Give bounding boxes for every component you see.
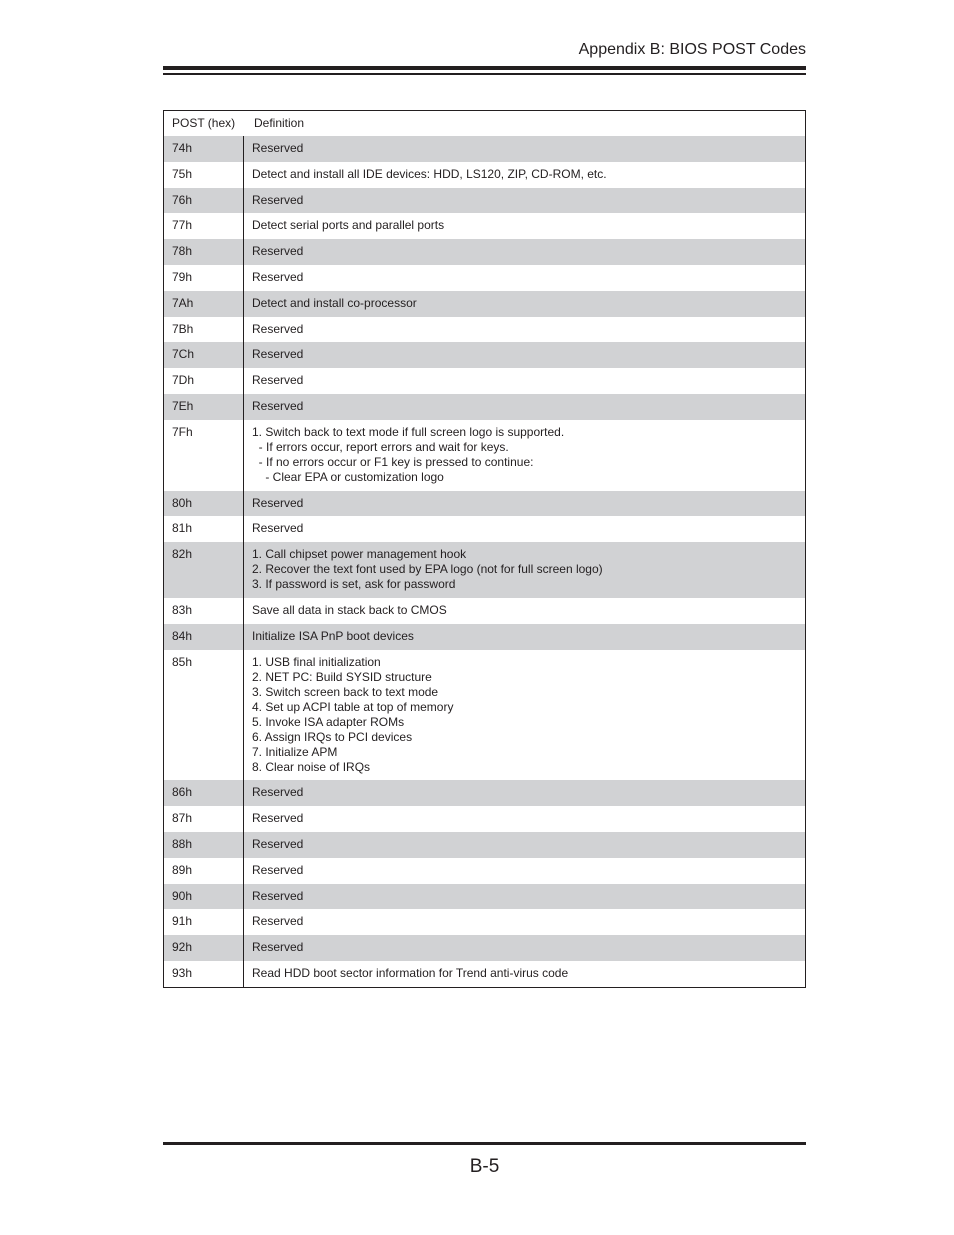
definition-line: 6. Assign IRQs to PCI devices (252, 729, 413, 744)
definition-line: 4. Set up ACPI table at top of memory (252, 699, 454, 714)
post-code-cell: 74h (164, 136, 244, 162)
table-row (164, 884, 805, 910)
header-rule-thick (163, 66, 806, 70)
table-row (164, 624, 805, 650)
definition-line: 8. Clear noise of IRQs (252, 759, 371, 774)
definition-cell (244, 935, 805, 961)
table-header-row (164, 111, 805, 136)
definition-line: - Clear EPA or customization logo (252, 469, 444, 484)
definition-line: 1. USB final initialization (252, 654, 381, 669)
post-code-cell: 7Ah (164, 291, 244, 317)
table-body (164, 136, 805, 987)
post-code-cell: 89h (164, 858, 244, 884)
post-code-cell: 88h (164, 832, 244, 858)
definition-line: Reserved (252, 914, 304, 929)
post-code-cell: 87h (164, 806, 244, 832)
table-row (164, 780, 805, 806)
definition-line: Reserved (252, 398, 304, 413)
definition-cell (244, 213, 805, 239)
definition-cell (244, 780, 805, 806)
definition-line: Detect and install co-processor (252, 295, 417, 310)
definition-line: Reserved (252, 321, 304, 336)
definition-cell (244, 909, 805, 935)
table-row (164, 317, 805, 343)
definition-line: 2. Recover the text font used by EPA logo (not for full screen logo) (252, 562, 603, 577)
table-row (164, 291, 805, 317)
definition-line: Reserved (252, 785, 304, 800)
definition-line: Initialize ISA PnP boot devices (252, 628, 414, 643)
table-row (164, 368, 805, 394)
table-row (164, 491, 805, 517)
definition-cell (244, 317, 805, 343)
table-row (164, 806, 805, 832)
table-row (164, 832, 805, 858)
page-number: B-5 (469, 1156, 500, 1177)
definition-line: 2. NET PC: Build SYSID structure (252, 669, 432, 684)
post-code-cell: 7Dh (164, 368, 244, 394)
table-row (164, 265, 805, 291)
post-code-cell: 7Bh (164, 317, 244, 343)
table-row (164, 650, 805, 781)
post-code-cell: 82h (164, 542, 244, 598)
table-row (164, 935, 805, 961)
definition-cell (244, 832, 805, 858)
definition-cell (244, 806, 805, 832)
definition-cell (244, 624, 805, 650)
definition-line: Reserved (252, 836, 304, 851)
definition-cell (244, 265, 805, 291)
definition-line: 1. Call chipset power management hook (252, 547, 467, 562)
definition-line: Reserved (252, 373, 304, 388)
definition-cell (244, 542, 805, 598)
column-header-post: POST (hex) (172, 116, 236, 130)
definition-line: Reserved (252, 495, 304, 510)
post-code-cell: 7Fh (164, 420, 244, 491)
definition-line: Detect serial ports and parallel ports (252, 218, 445, 233)
definition-line: 3. Switch screen back to text mode (252, 684, 439, 699)
footer-rule (163, 1142, 806, 1145)
post-code-cell: 81h (164, 516, 244, 542)
definition-line: Reserved (252, 244, 304, 259)
definition-line: 7. Initialize APM (252, 744, 338, 759)
header-rule-thin (163, 73, 806, 75)
post-code-cell: 93h (164, 961, 244, 987)
post-code-cell: 75h (164, 162, 244, 188)
definition-cell (244, 188, 805, 214)
post-code-cell: 83h (164, 598, 244, 624)
page-header-title: Appendix B: BIOS POST Codes (578, 41, 806, 58)
table-row (164, 188, 805, 214)
definition-line: - If no errors occur or F1 key is pressed to continue: (252, 454, 534, 469)
definition-cell (244, 136, 805, 162)
table-row (164, 136, 805, 162)
table-row (164, 961, 805, 987)
definition-line: Reserved (252, 347, 304, 362)
definition-cell (244, 239, 805, 265)
definition-cell (244, 858, 805, 884)
table-row (164, 858, 805, 884)
definition-line: 3. If password is set, ask for password (252, 577, 456, 592)
post-code-cell: 91h (164, 909, 244, 935)
post-code-cell: 85h (164, 650, 244, 781)
definition-line: Save all data in stack back to CMOS (252, 602, 447, 617)
definition-line: Read HDD boot sector information for Trend anti-virus code (252, 965, 569, 980)
post-code-cell: 92h (164, 935, 244, 961)
post-code-cell: 84h (164, 624, 244, 650)
definition-line: Reserved (252, 888, 304, 903)
definition-line: Reserved (252, 521, 304, 536)
table-row (164, 162, 805, 188)
definition-cell (244, 516, 805, 542)
definition-cell (244, 961, 805, 987)
post-code-cell: 78h (164, 239, 244, 265)
definition-cell (244, 598, 805, 624)
column-header-definition: Definition (254, 116, 305, 130)
post-code-cell: 80h (164, 491, 244, 517)
post-code-table (163, 110, 806, 988)
definition-line: 5. Invoke ISA adapter ROMs (252, 714, 405, 729)
table-row (164, 598, 805, 624)
definition-cell (244, 491, 805, 517)
definition-line: - If errors occur, report errors and wait for keys. (252, 439, 509, 454)
definition-line: Detect and install all IDE devices: HDD, LS120, ZIP, CD-ROM, etc. (252, 166, 607, 181)
definition-cell (244, 420, 805, 491)
table-row (164, 909, 805, 935)
table-row (164, 342, 805, 368)
definition-cell (244, 368, 805, 394)
definition-line: 1. Switch back to text mode if full screen logo is supported. (252, 424, 565, 439)
definition-line: Reserved (252, 811, 304, 826)
table-row (164, 516, 805, 542)
definition-cell (244, 650, 805, 781)
definition-line: Reserved (252, 862, 304, 877)
definition-line: Reserved (252, 940, 304, 955)
table-row (164, 213, 805, 239)
post-code-cell: 7Eh (164, 394, 244, 420)
definition-line: Reserved (252, 192, 304, 207)
definition-cell (244, 394, 805, 420)
post-code-cell: 77h (164, 213, 244, 239)
definition-cell (244, 162, 805, 188)
table-row (164, 420, 805, 491)
definition-cell (244, 342, 805, 368)
table-row (164, 542, 805, 598)
post-code-cell: 7Ch (164, 342, 244, 368)
definition-cell (244, 884, 805, 910)
post-code-cell: 90h (164, 884, 244, 910)
post-code-cell: 86h (164, 780, 244, 806)
post-code-cell: 76h (164, 188, 244, 214)
table-row (164, 239, 805, 265)
definition-line: Reserved (252, 141, 304, 155)
definition-cell (244, 291, 805, 317)
definition-line: Reserved (252, 269, 304, 284)
post-code-cell: 79h (164, 265, 244, 291)
table-row (164, 394, 805, 420)
